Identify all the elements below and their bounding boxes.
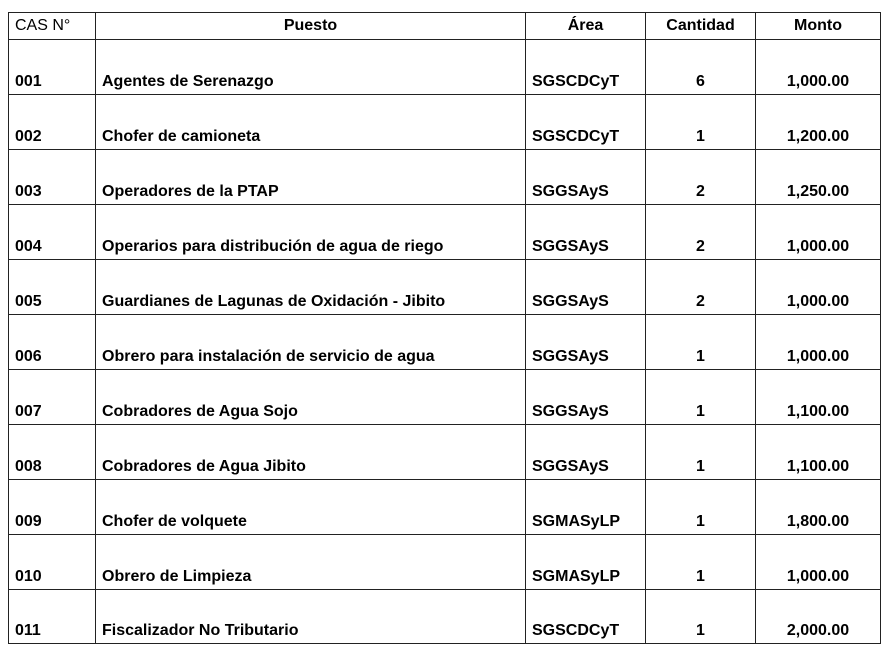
area-cell: SGSCDCyT [526,95,646,150]
cas-number-cell: 010 [9,535,96,590]
cantidad-cell: 1 [646,480,756,535]
header-puesto: Puesto [96,13,526,40]
cantidad-cell: 1 [646,425,756,480]
table-row [9,95,881,150]
table-row [9,40,881,95]
area-cell: SGGSAyS [526,260,646,315]
table-body [9,40,881,644]
area-cell: SGSCDCyT [526,40,646,95]
monto-cell: 1,100.00 [756,370,881,425]
puesto-cell: Agentes de Serenazgo [96,40,526,95]
table-row [9,370,881,425]
area-cell: SGGSAyS [526,370,646,425]
monto-cell: 1,000.00 [756,315,881,370]
table-row [9,480,881,535]
puesto-cell: Chofer de volquete [96,480,526,535]
monto-cell: 1,250.00 [756,150,881,205]
cas-number-cell: 009 [9,480,96,535]
puesto-cell: Cobradores de Agua Jibito [96,425,526,480]
table-row [9,150,881,205]
cas-number-cell: 005 [9,260,96,315]
header-monto: Monto [756,13,881,40]
cas-number-cell: 003 [9,150,96,205]
monto-cell: 1,200.00 [756,95,881,150]
cas-number-cell: 001 [9,40,96,95]
area-cell: SGSCDCyT [526,590,646,644]
table-row [9,425,881,480]
puesto-cell: Fiscalizador No Tributario [96,590,526,644]
monto-cell: 2,000.00 [756,590,881,644]
table-row [9,260,881,315]
monto-cell: 1,000.00 [756,40,881,95]
cas-number-cell: 004 [9,205,96,260]
cantidad-cell: 1 [646,315,756,370]
cantidad-cell: 1 [646,535,756,590]
area-cell: SGMASyLP [526,535,646,590]
table-row [9,590,881,644]
puesto-cell: Guardianes de Lagunas de Oxidación - Jibito [96,260,526,315]
cantidad-cell: 6 [646,40,756,95]
puesto-cell: Chofer de camioneta [96,95,526,150]
table-header [9,13,881,40]
cantidad-cell: 2 [646,260,756,315]
header-area: Área [526,13,646,40]
header-row [9,13,881,40]
area-cell: SGGSAyS [526,205,646,260]
cas-number-cell: 011 [9,590,96,644]
header-cantidad: Cantidad [646,13,756,40]
area-cell: SGGSAyS [526,315,646,370]
header-cas-number: CAS N° [9,13,96,40]
cantidad-cell: 2 [646,150,756,205]
monto-cell: 1,000.00 [756,205,881,260]
monto-cell: 1,000.00 [756,260,881,315]
monto-cell: 1,000.00 [756,535,881,590]
cas-positions-table [8,12,881,644]
area-cell: SGMASyLP [526,480,646,535]
table-row [9,535,881,590]
cas-number-cell: 006 [9,315,96,370]
cantidad-cell: 1 [646,370,756,425]
cantidad-cell: 2 [646,205,756,260]
cas-number-cell: 007 [9,370,96,425]
puesto-cell: Operarios para distribución de agua de riego [96,205,526,260]
monto-cell: 1,800.00 [756,480,881,535]
monto-cell: 1,100.00 [756,425,881,480]
puesto-cell: Operadores de la PTAP [96,150,526,205]
cas-number-cell: 002 [9,95,96,150]
area-cell: SGGSAyS [526,150,646,205]
puesto-cell: Cobradores de Agua Sojo [96,370,526,425]
area-cell: SGGSAyS [526,425,646,480]
puesto-cell: Obrero de Limpieza [96,535,526,590]
table-row [9,205,881,260]
puesto-cell: Obrero para instalación de servicio de agua [96,315,526,370]
cantidad-cell: 1 [646,95,756,150]
cantidad-cell: 1 [646,590,756,644]
cas-number-cell: 008 [9,425,96,480]
table-row [9,315,881,370]
